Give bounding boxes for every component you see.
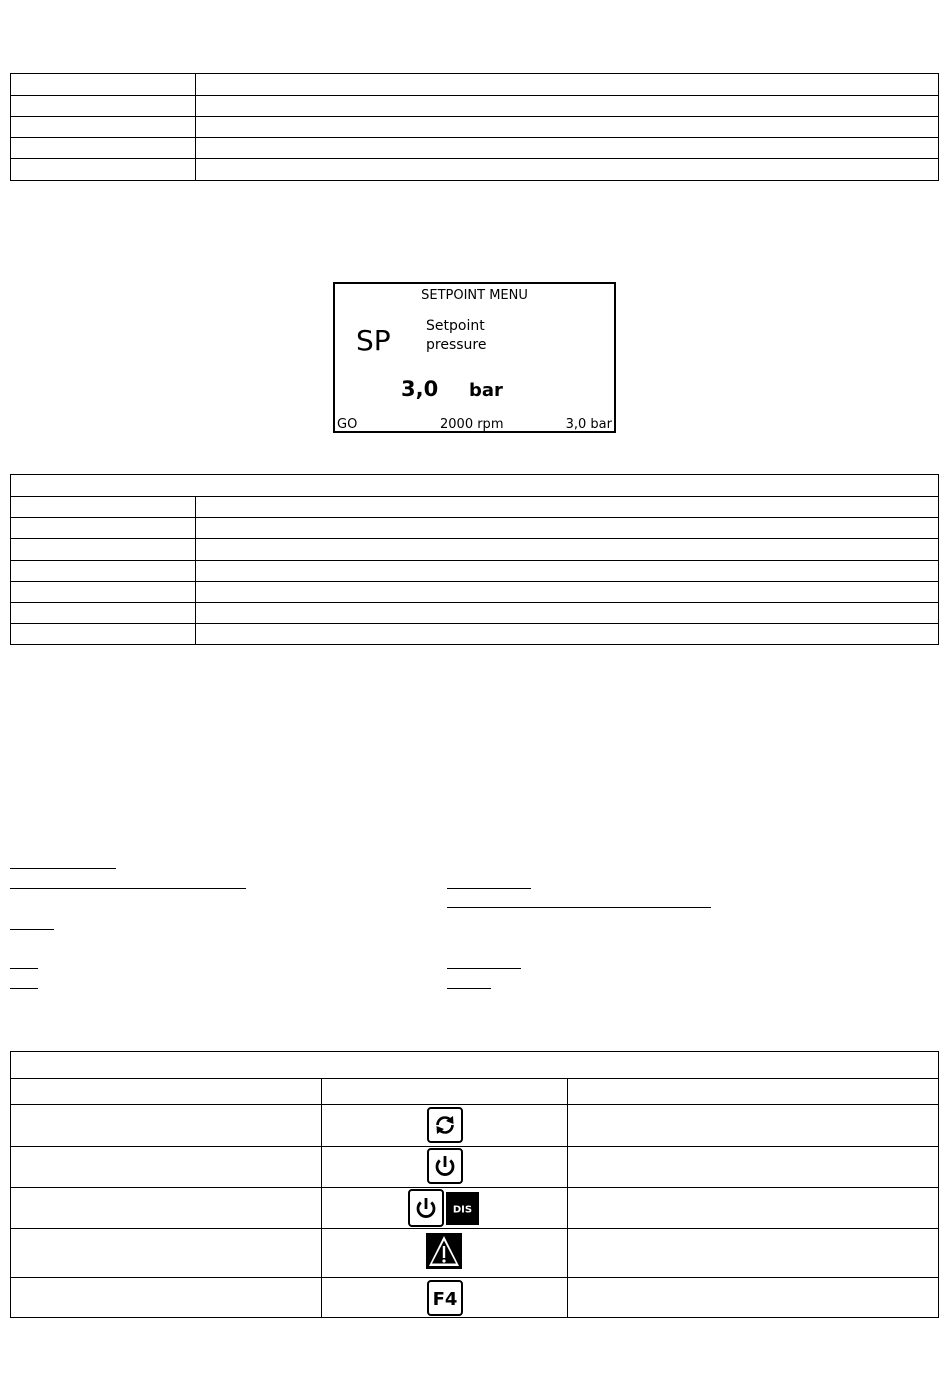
table-row bbox=[11, 1104, 938, 1105]
lcd-parameter-code: SP bbox=[356, 324, 391, 357]
power-disabled-icon bbox=[408, 1189, 480, 1227]
lcd-status-pressure: 3,0 bar bbox=[565, 417, 612, 432]
table-row bbox=[11, 1187, 938, 1188]
table-row bbox=[11, 1277, 938, 1278]
lcd-parameter-unit: bar bbox=[469, 380, 503, 401]
table-row bbox=[11, 116, 938, 117]
underline-link[interactable] bbox=[447, 907, 711, 908]
underline-link[interactable] bbox=[447, 988, 491, 989]
f4-icon-label: F4 bbox=[432, 1289, 458, 1310]
lcd-display bbox=[333, 282, 616, 433]
table-row bbox=[11, 158, 938, 159]
underline-link[interactable] bbox=[447, 968, 521, 969]
table-3 bbox=[10, 1051, 939, 1318]
table-header-divider bbox=[11, 1078, 938, 1079]
table-row bbox=[11, 538, 938, 539]
warning-icon bbox=[425, 1232, 463, 1270]
underline-link[interactable] bbox=[10, 888, 246, 889]
lcd-parameter-description-2: pressure bbox=[426, 337, 487, 353]
f4-icon bbox=[427, 1280, 463, 1316]
table-2 bbox=[10, 474, 939, 645]
table-column-divider bbox=[195, 496, 196, 644]
refresh-icon bbox=[427, 1107, 463, 1143]
table-row bbox=[11, 1228, 938, 1229]
table-column-divider bbox=[567, 1078, 568, 1317]
lcd-status-speed: 2000 rpm bbox=[440, 417, 504, 432]
table-row bbox=[11, 1146, 938, 1147]
table-row bbox=[11, 560, 938, 561]
table-1 bbox=[10, 73, 939, 181]
table-column-divider bbox=[321, 1078, 322, 1317]
table-row bbox=[11, 95, 938, 96]
table-row bbox=[11, 602, 938, 603]
table-header-divider bbox=[11, 496, 938, 497]
dis-badge-label: DIS bbox=[452, 1204, 473, 1216]
underline-link[interactable] bbox=[447, 888, 531, 889]
lcd-parameter-value: 3,0 bbox=[401, 377, 439, 401]
underline-link[interactable] bbox=[10, 988, 38, 989]
underline-link[interactable] bbox=[10, 868, 116, 869]
power-icon bbox=[427, 1148, 463, 1184]
table-row bbox=[11, 623, 938, 624]
table-row bbox=[11, 517, 938, 518]
table-column-divider bbox=[195, 74, 196, 180]
lcd-parameter-description: Setpoint bbox=[426, 318, 485, 334]
underline-link[interactable] bbox=[10, 968, 38, 969]
table-row bbox=[11, 137, 938, 138]
table-row bbox=[11, 581, 938, 582]
underline-link[interactable] bbox=[10, 929, 54, 930]
lcd-menu-title: SETPOINT MENU bbox=[421, 288, 528, 303]
lcd-status-mode: GO bbox=[337, 417, 358, 432]
